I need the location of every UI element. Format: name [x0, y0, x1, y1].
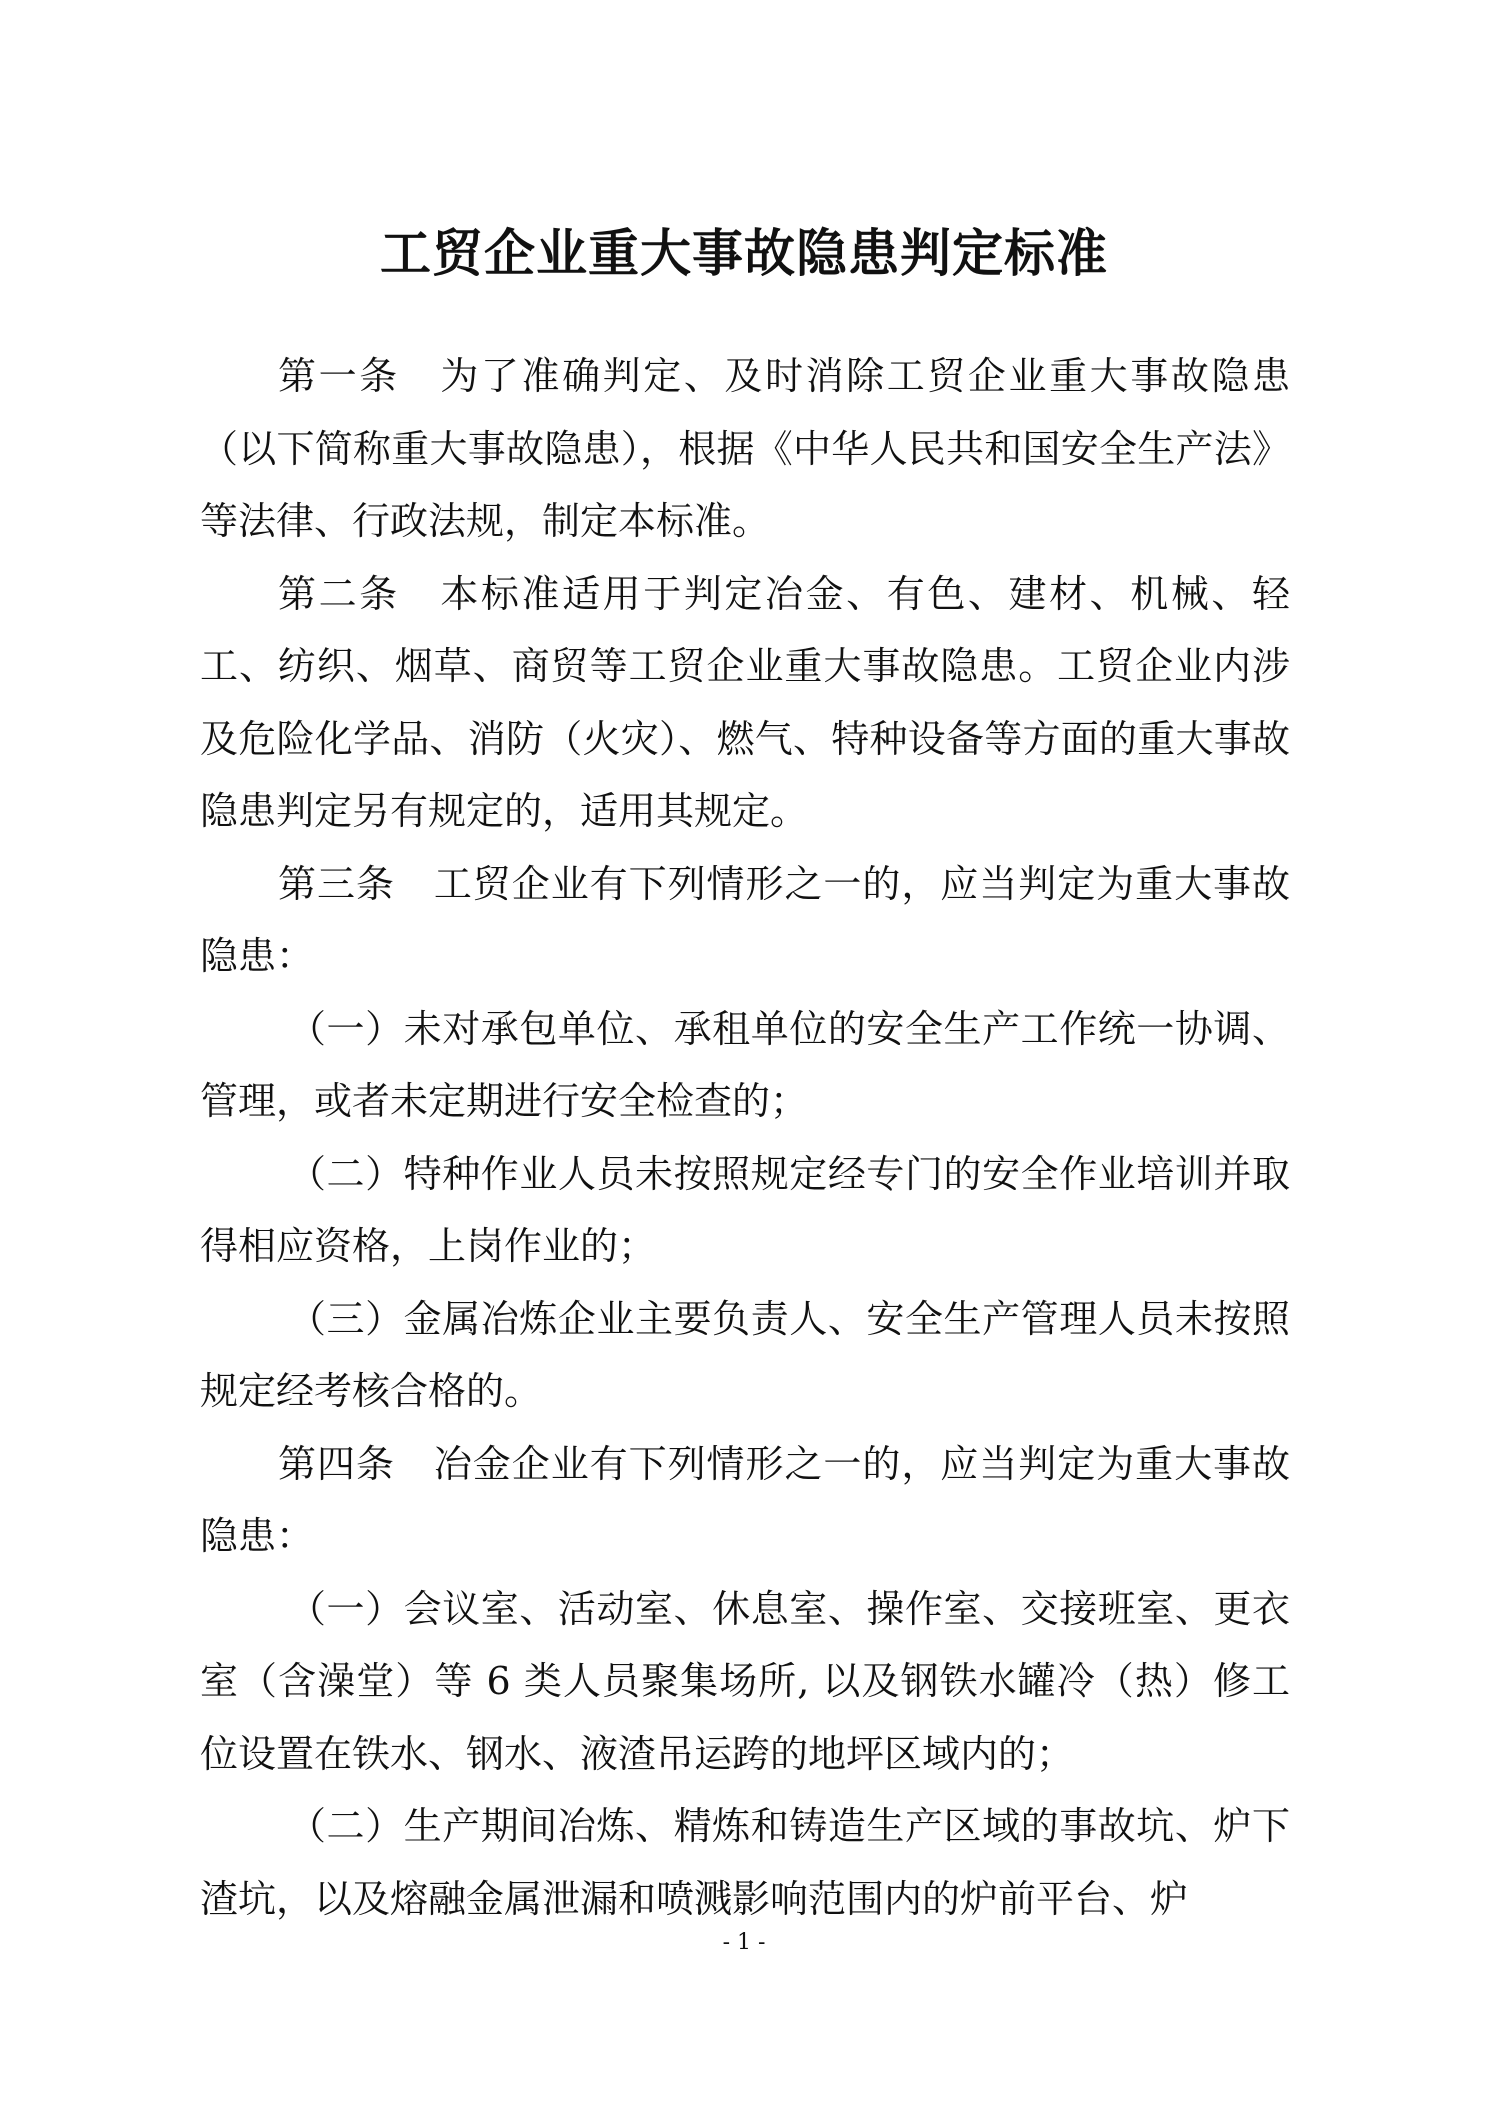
article-3-item-2: （二）特种作业人员未按照规定经专门的安全作业培训并取得相应资格，上岗作业的；: [200, 1151, 1290, 1268]
article-2-paragraph: 第二条 本标准适用于判定冶金、有色、建材、机械、轻工、纺织、烟草、商贸等工贸企业重大事故隐患。工贸企业内涉及危险化学品、消防（火灾）、燃气、特种设备等方面的重大事故隐患判定另有规定的，适用其规定。: [200, 571, 1290, 833]
article-4-item-2: （二）生产期间冶炼、精炼和铸造生产区域的事故坑、炉下渣坑，以及熔融金属泄漏和喷溅影响范围内的炉前平台、炉: [200, 1804, 1290, 1921]
article-3-item-3: （三）金属冶炼企业主要负责人、安全生产管理人员未按照规定经考核合格的。: [200, 1296, 1290, 1413]
article-3-item-1: （一）未对承包单位、承租单位的安全生产工作统一协调、管理，或者未定期进行安全检查的；: [200, 1006, 1290, 1123]
article-4-paragraph: 第四条 冶金企业有下列情形之一的，应当判定为重大事故隐患：: [200, 1441, 1290, 1558]
document-body: [200, 340, 1290, 1935]
article-1-paragraph: 第一条 为了准确判定、及时消除工贸企业重大事故隐患（以下简称重大事故隐患），根据《中华人民共和国安全生产法》等法律、行政法规，制定本标准。: [200, 354, 1290, 543]
article-4-item-1: （一）会议室、活动室、休息室、操作室、交接班室、更衣室（含澡堂）等 6 类人员聚集场所, 以及钢铁水罐冷（热）修工位设置在铁水、钢水、液渣吊运跨的地坪区域内的；: [200, 1586, 1290, 1776]
page-number: - 1 -: [722, 1930, 766, 1955]
document-title: 工贸企业重大事故隐患判定标准: [379, 224, 1108, 284]
article-3-paragraph: 第三条 工贸企业有下列情形之一的，应当判定为重大事故隐患：: [200, 861, 1290, 978]
